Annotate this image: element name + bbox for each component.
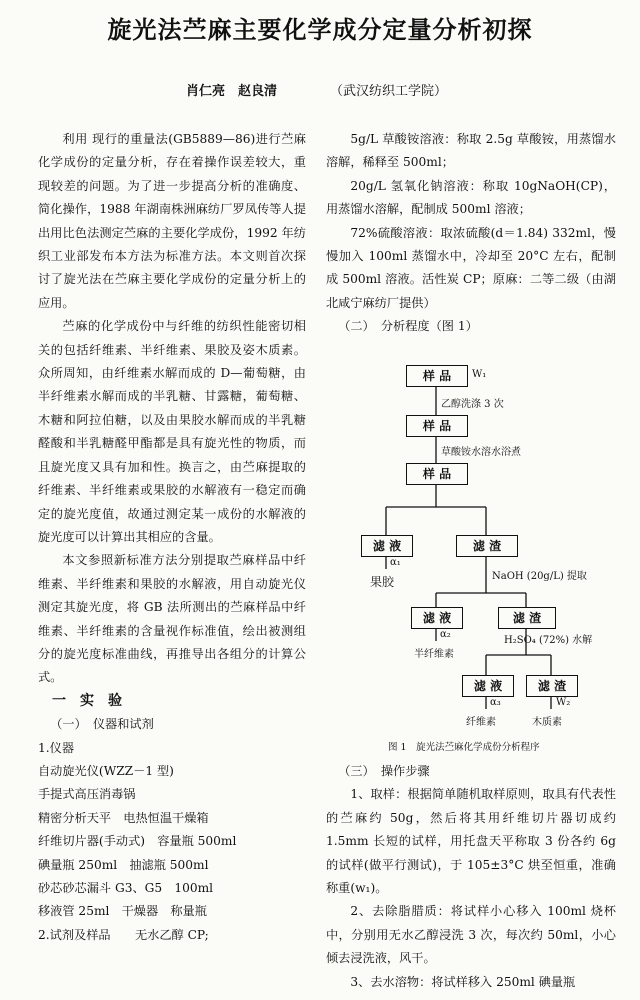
reagents-heading: 2.试剂及样品 无水乙醇 CP;	[38, 927, 209, 942]
flow-label-w1: W₁	[472, 369, 487, 380]
flow-box-filtrate-2: 滤 液	[411, 607, 463, 629]
instrument-item: 自动旋光仪(WZZ－1 型)	[38, 763, 174, 778]
instrument-item: 砂芯砂芯漏斗 G3、G5 100ml	[38, 881, 214, 895]
flow-label-ethanol: 乙醇洗涤 3 次	[441, 399, 504, 410]
flow-box-residue-1: 滤 渣	[456, 535, 518, 557]
step-2: 2、去除脂腊质：将试样小心移入 100ml 烧杯中，分别用无水乙醇浸洗 3 次，每次约 50ml，小心倾去浸洗液，风干。	[326, 904, 616, 966]
flow-box-sample-3: 样 品	[406, 463, 468, 485]
flow-label-cellulose: 纤维素	[466, 717, 496, 728]
analysis-flowchart	[326, 345, 616, 765]
flow-box-filtrate-3: 滤 液	[462, 675, 514, 697]
right-column	[326, 128, 616, 339]
flow-label-alpha3: α₃	[490, 697, 501, 708]
flow-label-pectin: 果胶	[370, 575, 395, 589]
subsection-heading-procedure: （二） 分析程度（图 1）	[338, 319, 478, 334]
affiliation: （武汉纺织工学院）	[330, 84, 448, 99]
reagent-item: 72%硫酸溶液：取浓硫酸(d＝1.84) 332ml，慢慢加入 100ml 蒸馏水中，冷却至 20°C 左右，配制成 500ml 溶液。活性炭 CP；原麻：二等二级（由湖北咸宁麻纺厂提供）	[326, 225, 616, 310]
authors: 肖仁亮 赵良清	[186, 84, 278, 99]
paper-title: 旋光法苎麻主要化学成分定量分析初探	[107, 16, 533, 44]
flow-label-h2so4: H₂SO₄ (72%) 水解	[504, 635, 593, 646]
instrument-item: 碘量瓶 250ml 抽滤瓶 500ml	[38, 857, 209, 872]
instrument-item: 手提式高压消毒锅	[38, 787, 136, 802]
subsection-heading-instruments: （一） 仪器和试剂	[50, 717, 154, 732]
flow-label-lignin: 木质素	[532, 717, 562, 728]
instrument-item: 移液管 25ml 干燥器 称量瓶	[38, 904, 207, 919]
subsection-heading-steps: （三） 操作步骤	[338, 764, 430, 778]
intro-paragraph-1: 利用 现行的重量法(GB5889—86)进行苎麻化学成份的定量分析，存在着操作误差较大，重现较差的问题。为了进一步提高分析的准确度、简化操作，1988 年湖南株洲麻纺厂罗凤传等人提出用比色法测定苎麻的主要化学成份，1992 年纺织工业部发布本方法为标准方法。本文则首次探讨了旋光法在苎麻主要化学成份的定量分析上的应用。	[38, 132, 306, 310]
flow-label-hemicellulose: 半纤维素	[414, 649, 454, 660]
flow-box-residue-2: 滤 渣	[498, 607, 556, 629]
flow-box-sample-2: 样 品	[406, 415, 468, 437]
flow-box-filtrate-1: 滤 液	[361, 535, 413, 557]
procedure-steps	[326, 760, 616, 994]
figure-caption: 图 1 旋光法苎麻化学成份分析程序	[388, 742, 540, 753]
flow-box-residue-3: 滤 渣	[526, 675, 578, 697]
flow-label-naoh: NaOH (20g/L) 提取	[492, 571, 587, 582]
flow-box-sample-1: 样 品	[406, 365, 468, 387]
flow-label-alpha2: α₂	[440, 629, 451, 640]
step-1: 1、取样：根据简单随机取样原则，取具有代表性的苎麻约 50g，然后将其用纤维切片器切成约 1.5mm 长短的试样，用托盘天平称取 3 份各约 6g 的试样(做平行测试)，于 105±3°C 烘至恒重，准确称重(w₁)。	[326, 787, 616, 896]
reagent-item: 5g/L 草酸铵溶液：称取 2.5g 草酸铵，用蒸馏水溶解，稀释至 500ml；	[326, 132, 616, 170]
intro-paragraph-3: 本文参照新标准方法分别提取苎麻样品中纤维素、半纤维素和果胶的水解液，用自动旋光仪测定其旋光度，将 GB 法所测出的苎麻样品中纤维素、半纤维素的含量视作标准值，绘出被测组分的旋光度标准曲线，再推导出各组分的计算公式。	[38, 553, 306, 685]
instrument-item: 精密分析天平 电热恒温干燥箱	[38, 810, 209, 825]
instruments-heading: 1.仪器	[38, 740, 75, 755]
intro-paragraph-2: 苎麻的化学成份中与纤维的纺织性能密切相关的包括纤维素、半纤维素、果胶及姿木质素。众所周知，由纤维素水解而成的 D—葡萄糖，由半纤维素水解而成的半乳糖、甘露糖，葡萄糖、木糖和阿拉伯糖，以及由果胶水解而成的半乳糖醛酸和半乳糖醛甲酯都是具有旋光性的物质，而且旋光度又具有加和性。换言之，由苎麻提取的纤维素、半纤维素或果胶的水解液有一稳定而确定的旋光度值，故通过测定某一成份的水解液的旋光度可以计算出其相应的含量。	[38, 319, 306, 544]
left-column	[38, 128, 306, 947]
flow-label-alpha1: α₁	[390, 557, 401, 568]
flow-label-w2: W₂	[556, 697, 571, 708]
section-heading-experiment: 一 实 验	[52, 692, 122, 709]
reagent-item: 20g/L 氢氧化钠溶液：称取 10gNaOH(CP)，用蒸馏水溶解，配制成 500ml 溶液；	[326, 178, 616, 217]
instrument-item: 纤维切片器(手动式) 容量瓶 500ml	[38, 834, 237, 849]
flow-label-ammonium-oxalate: 草酸铵水溶水浴煮	[441, 447, 521, 458]
step-3: 3、去水溶物：将试样移入 250ml 碘量瓶	[350, 974, 576, 989]
